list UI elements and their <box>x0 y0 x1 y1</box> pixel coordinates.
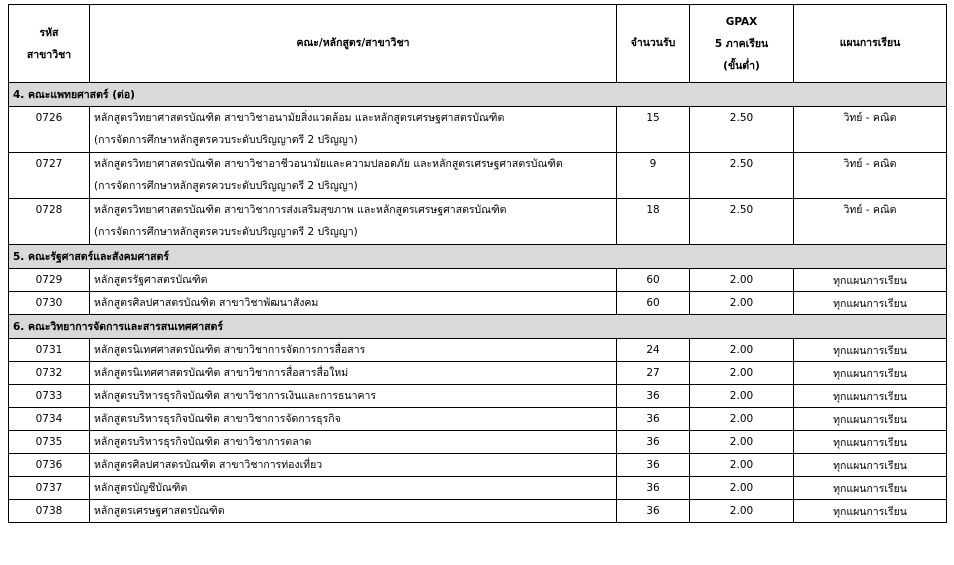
header-gpax-line3: (ขั้นต่ำ) <box>723 59 760 72</box>
program-line1: หลักสูตรนิเทศศาสตรบัณฑิต สาขาวิชาการจัดการการสื่อสาร <box>94 344 366 356</box>
row-code: 0728 <box>9 199 90 245</box>
table-row <box>9 500 947 523</box>
row-gpax: 2.00 <box>690 292 794 315</box>
row-gpax: 2.00 <box>690 339 794 362</box>
row-program <box>90 454 617 477</box>
header-gpax <box>690 5 794 83</box>
row-gpax: 2.00 <box>690 500 794 523</box>
program-line2: (การจัดการศึกษาหลักสูตรควบระดับปริญญาตรี 2 ปริญญา) <box>94 226 358 238</box>
header-code <box>9 5 90 83</box>
row-plan: ทุกแผนการเรียน <box>794 292 947 315</box>
row-program <box>90 385 617 408</box>
row-seats: 60 <box>617 292 690 315</box>
table-row <box>9 339 947 362</box>
header-program: คณะ/หลักสูตร/สาขาวิชา <box>90 5 617 83</box>
row-code: 0732 <box>9 362 90 385</box>
table-row <box>9 454 947 477</box>
program-line2: (การจัดการศึกษาหลักสูตรควบระดับปริญญาตรี 2 ปริญญา) <box>94 180 358 192</box>
program-line1: หลักสูตรเศรษฐศาสตรบัณฑิต <box>94 505 225 517</box>
row-code: 0738 <box>9 500 90 523</box>
row-seats: 24 <box>617 339 690 362</box>
row-plan: วิทย์ - คณิต <box>794 107 947 153</box>
program-line1: หลักสูตรวิทยาศาสตรบัณฑิต สาขาวิชาอนามัยสิ่งแวดล้อม และหลักสูตรเศรษฐศาสตรบัณฑิต <box>94 112 505 124</box>
row-seats: 36 <box>617 500 690 523</box>
header-gpax-line2: 5 ภาคเรียน <box>714 37 769 50</box>
section-row <box>9 315 947 339</box>
row-gpax: 2.50 <box>690 107 794 153</box>
row-code: 0737 <box>9 477 90 500</box>
row-plan: วิทย์ - คณิต <box>794 199 947 245</box>
admission-table <box>8 4 947 523</box>
section-title: 4. คณะแพทยศาสตร์ (ต่อ) <box>9 83 947 107</box>
row-seats: 15 <box>617 107 690 153</box>
table-row <box>9 362 947 385</box>
row-seats: 36 <box>617 408 690 431</box>
table-row <box>9 292 947 315</box>
row-plan: ทุกแผนการเรียน <box>794 454 947 477</box>
header-row <box>9 5 947 83</box>
row-program <box>90 500 617 523</box>
row-code: 0735 <box>9 431 90 454</box>
program-line1: หลักสูตรบริหารธุรกิจบัณฑิต สาขาวิชาการจัดการธุรกิจ <box>94 413 341 425</box>
row-program <box>90 292 617 315</box>
row-plan: ทุกแผนการเรียน <box>794 500 947 523</box>
table-row <box>9 107 947 153</box>
row-program <box>90 408 617 431</box>
row-code: 0726 <box>9 107 90 153</box>
row-program <box>90 107 617 153</box>
row-seats: 36 <box>617 385 690 408</box>
row-seats: 60 <box>617 269 690 292</box>
row-code: 0733 <box>9 385 90 408</box>
row-plan: ทุกแผนการเรียน <box>794 339 947 362</box>
program-line1: หลักสูตรรัฐศาสตรบัณฑิต <box>94 274 208 286</box>
program-line1: หลักสูตรบริหารธุรกิจบัณฑิต สาขาวิชาการเงินและการธนาคาร <box>94 390 377 402</box>
table-row <box>9 431 947 454</box>
row-gpax: 2.00 <box>690 477 794 500</box>
row-plan: ทุกแผนการเรียน <box>794 385 947 408</box>
row-program <box>90 153 617 199</box>
row-code: 0727 <box>9 153 90 199</box>
row-program <box>90 362 617 385</box>
header-gpax-line1: GPAX <box>725 15 758 28</box>
section-row <box>9 83 947 107</box>
row-gpax: 2.00 <box>690 431 794 454</box>
table-row <box>9 385 947 408</box>
row-program <box>90 339 617 362</box>
header-seats: จำนวนรับ <box>617 5 690 83</box>
row-code: 0734 <box>9 408 90 431</box>
row-gpax: 2.50 <box>690 153 794 199</box>
header-code-line2: สาขาวิชา <box>26 48 72 61</box>
row-gpax: 2.00 <box>690 408 794 431</box>
program-line1: หลักสูตรนิเทศศาสตรบัณฑิต สาขาวิชาการสื่อสารสื่อใหม่ <box>94 367 349 379</box>
program-line1: หลักสูตรบัญชีบัณฑิต <box>94 482 188 494</box>
section-row <box>9 245 947 269</box>
row-code: 0729 <box>9 269 90 292</box>
row-code: 0736 <box>9 454 90 477</box>
row-plan: วิทย์ - คณิต <box>794 153 947 199</box>
header-plan: แผนการเรียน <box>794 5 947 83</box>
program-line1: หลักสูตรศิลปศาสตรบัณฑิต สาขาวิชาการท่องเที่ยว <box>94 459 323 471</box>
row-seats: 18 <box>617 199 690 245</box>
section-title: 5. คณะรัฐศาสตร์และสังคมศาสตร์ <box>9 245 947 269</box>
program-line2: (การจัดการศึกษาหลักสูตรควบระดับปริญญาตรี 2 ปริญญา) <box>94 134 358 146</box>
table-row <box>9 269 947 292</box>
row-plan: ทุกแผนการเรียน <box>794 477 947 500</box>
row-seats: 36 <box>617 454 690 477</box>
row-plan: ทุกแผนการเรียน <box>794 362 947 385</box>
row-gpax: 2.50 <box>690 199 794 245</box>
program-line1: หลักสูตรวิทยาศาสตรบัณฑิต สาขาวิชาการส่งเสริมสุขภาพ และหลักสูตรเศรษฐศาสตรบัณฑิต <box>94 204 507 216</box>
row-gpax: 2.00 <box>690 385 794 408</box>
table-body <box>9 83 947 523</box>
row-plan: ทุกแผนการเรียน <box>794 408 947 431</box>
row-plan: ทุกแผนการเรียน <box>794 269 947 292</box>
row-gpax: 2.00 <box>690 362 794 385</box>
program-line1: หลักสูตรบริหารธุรกิจบัณฑิต สาขาวิชาการตลาด <box>94 436 312 448</box>
program-line1: หลักสูตรศิลปศาสตรบัณฑิต สาขาวิชาพัฒนาสังคม <box>94 297 319 309</box>
row-code: 0730 <box>9 292 90 315</box>
row-program <box>90 269 617 292</box>
row-plan: ทุกแผนการเรียน <box>794 431 947 454</box>
table-row <box>9 199 947 245</box>
row-code: 0731 <box>9 339 90 362</box>
header-code-line1: รหัส <box>39 26 59 39</box>
table-row <box>9 408 947 431</box>
row-gpax: 2.00 <box>690 269 794 292</box>
table-row <box>9 477 947 500</box>
row-program <box>90 477 617 500</box>
row-seats: 9 <box>617 153 690 199</box>
row-seats: 27 <box>617 362 690 385</box>
row-seats: 36 <box>617 431 690 454</box>
section-title: 6. คณะวิทยาการจัดการและสารสนเทศศาสตร์ <box>9 315 947 339</box>
row-gpax: 2.00 <box>690 454 794 477</box>
row-seats: 36 <box>617 477 690 500</box>
row-program <box>90 199 617 245</box>
row-program <box>90 431 617 454</box>
table-row <box>9 153 947 199</box>
program-line1: หลักสูตรวิทยาศาสตรบัณฑิต สาขาวิชาอาชีวอนามัยและความปลอดภัย และหลักสูตรเศรษฐศาสตรบัณฑิต <box>94 158 563 170</box>
